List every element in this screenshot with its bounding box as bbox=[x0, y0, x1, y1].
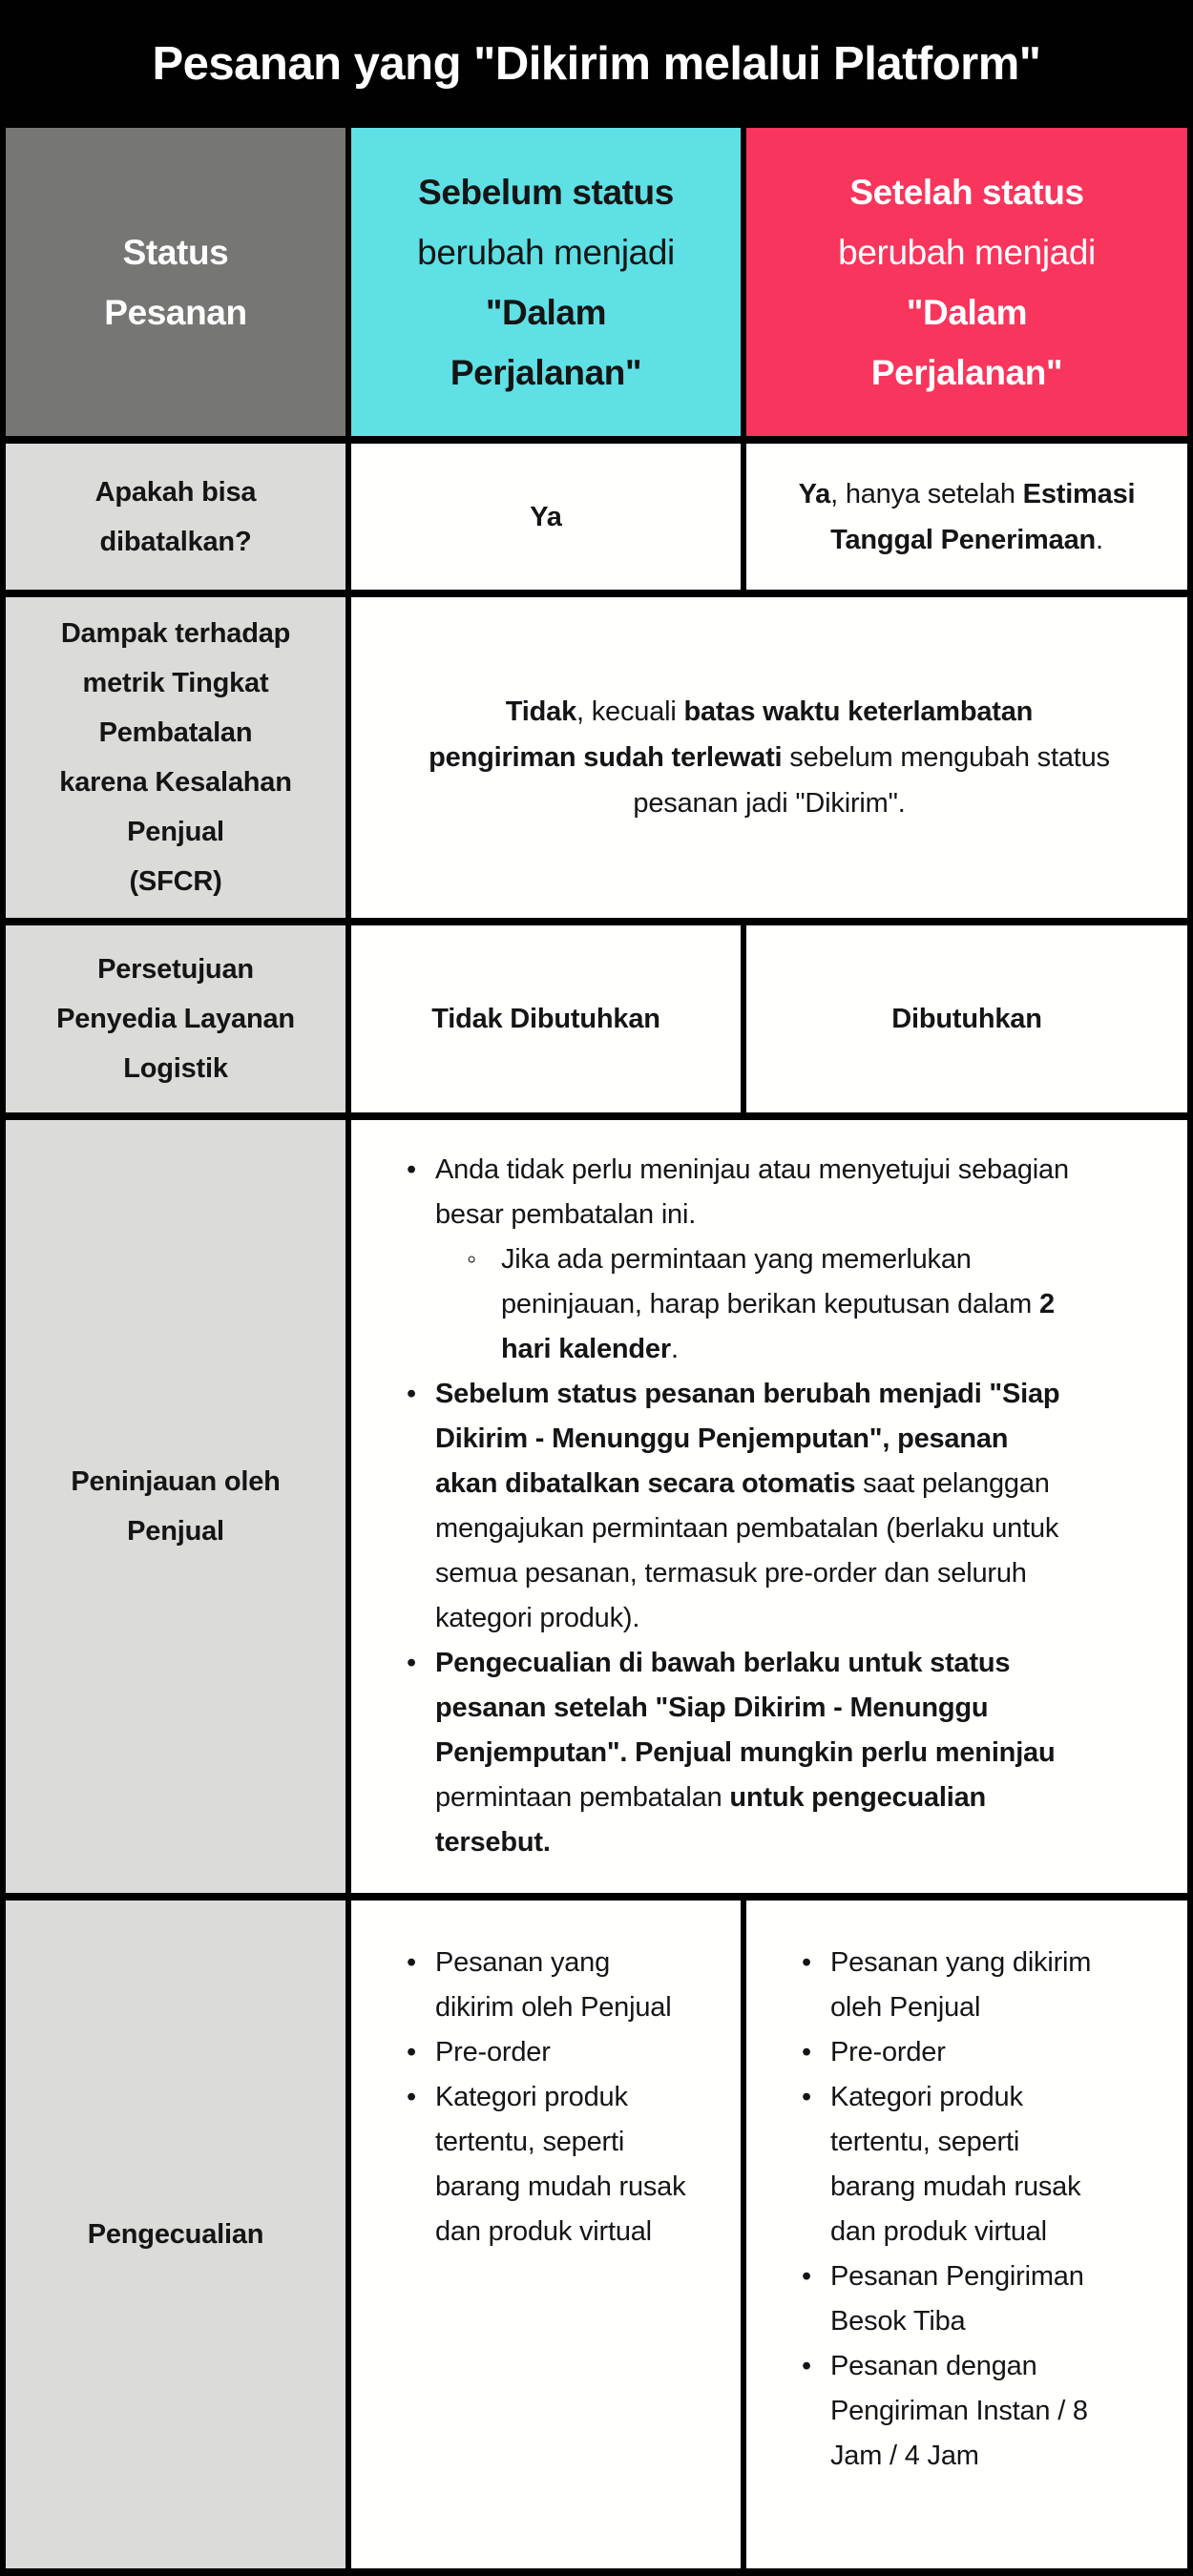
header-text bbox=[351, 162, 741, 403]
text-segment: Perjalanan" bbox=[450, 352, 642, 392]
text-segment: "Dalam bbox=[485, 292, 607, 332]
text-segment: metrik Tingkat bbox=[82, 668, 269, 698]
text-segment: pesanan setelah "Siap Dikirim - Menunggu bbox=[435, 1693, 989, 1723]
text-line bbox=[6, 282, 345, 343]
text-segment: tertentu, seperti bbox=[435, 2127, 625, 2157]
text-segment: Penyedia Layanan bbox=[56, 1004, 295, 1034]
text-segment: dan produk virtual bbox=[830, 2216, 1047, 2247]
text-line bbox=[746, 517, 1187, 563]
text-segment: Ya bbox=[798, 478, 831, 509]
cell-exceptions-before bbox=[351, 1901, 741, 2568]
text-line bbox=[6, 2210, 345, 2259]
text-segment: Status bbox=[122, 232, 229, 272]
text-segment: Jika ada permintaan yang memerlukan bbox=[501, 1244, 972, 1275]
text-segment: Kategori produk bbox=[435, 2082, 628, 2112]
text-line bbox=[351, 689, 1187, 735]
page-title: Pesanan yang "Dikirim melalui Platform" bbox=[152, 38, 1041, 90]
header-cell-status-pesanan bbox=[6, 128, 345, 436]
header-text bbox=[6, 222, 345, 343]
label-text bbox=[6, 609, 345, 906]
text-segment: barang mudah rusak bbox=[435, 2171, 686, 2202]
cell-text bbox=[351, 996, 741, 1042]
text-line bbox=[6, 857, 345, 906]
bullet-list bbox=[351, 1901, 741, 2254]
cell-sfcr-impact-merged bbox=[351, 597, 1187, 918]
text-segment: permintaan pembatalan bbox=[435, 1782, 730, 1813]
cell-text bbox=[351, 494, 741, 540]
text-segment: Pembatalan bbox=[98, 717, 253, 748]
text-segment: saat pelanggan bbox=[855, 1468, 1050, 1499]
cell-text bbox=[746, 471, 1187, 563]
text-line bbox=[6, 467, 345, 517]
text-line bbox=[351, 162, 741, 222]
text-segment: Pesanan yang dikirim bbox=[830, 1947, 1092, 1978]
bullet-item bbox=[351, 2030, 741, 2075]
row-label-logistics-approval bbox=[6, 925, 345, 1112]
bullet-item bbox=[351, 1941, 741, 2030]
cell-logistics-before bbox=[351, 925, 741, 1112]
text-line bbox=[351, 996, 741, 1042]
bullet-item bbox=[746, 2030, 1187, 2075]
text-segment: 2 bbox=[1038, 1289, 1055, 1319]
text-line bbox=[6, 609, 345, 658]
label-text bbox=[6, 467, 345, 567]
text-segment: . bbox=[1096, 524, 1103, 555]
text-segment: hari kalender bbox=[501, 1334, 671, 1364]
row-label-cancelable bbox=[6, 444, 345, 590]
text-segment: Pesanan yang bbox=[435, 1947, 611, 1978]
title-band bbox=[0, 0, 1193, 128]
text-segment: Penjemputan". Penjual mungkin perlu meninjau bbox=[435, 1737, 1056, 1768]
text-segment: batas waktu keterlambatan bbox=[683, 696, 1034, 727]
bullet-item bbox=[746, 2344, 1187, 2479]
text-line bbox=[351, 343, 741, 403]
text-line bbox=[351, 282, 741, 343]
text-line bbox=[6, 1044, 345, 1093]
label-text bbox=[6, 945, 345, 1093]
bullet-item bbox=[746, 1941, 1187, 2030]
header-text bbox=[746, 162, 1187, 403]
text-segment: Ya bbox=[530, 501, 562, 532]
text-line bbox=[351, 222, 741, 282]
text-segment: pengiriman sudah terlewati bbox=[429, 742, 783, 773]
text-segment: Jam / 4 Jam bbox=[830, 2441, 979, 2471]
row-label-seller-review bbox=[6, 1120, 345, 1893]
text-segment: besar pembatalan ini. bbox=[435, 1199, 697, 1230]
text-segment: Apakah bisa bbox=[94, 476, 257, 508]
bullet-list bbox=[351, 1148, 1187, 1865]
text-line bbox=[351, 494, 741, 540]
text-line bbox=[746, 162, 1187, 222]
bullet-item bbox=[351, 2075, 741, 2254]
text-segment: kategori produk). bbox=[435, 1603, 640, 1633]
text-line bbox=[6, 1506, 345, 1556]
text-segment: barang mudah rusak bbox=[830, 2171, 1081, 2202]
text-segment: dibatalkan? bbox=[99, 526, 252, 557]
text-segment: Setelah status bbox=[849, 172, 1084, 212]
text-segment: Pesanan Pengiriman bbox=[830, 2261, 1084, 2292]
header-cell-before-transit bbox=[351, 128, 741, 436]
text-line bbox=[351, 780, 1187, 826]
text-segment: Penjual bbox=[127, 1516, 224, 1547]
row-label-exceptions bbox=[6, 1901, 345, 2568]
text-line bbox=[351, 735, 1187, 780]
cell-text bbox=[351, 689, 1187, 826]
text-segment: semua pesanan, termasuk pre-order dan seluruh bbox=[435, 1558, 1027, 1589]
bullet-item bbox=[746, 2075, 1187, 2254]
text-segment: Dikirim - Menunggu Penjemputan", pesanan bbox=[435, 1423, 1009, 1454]
text-line bbox=[6, 708, 345, 758]
bullet-item bbox=[746, 2254, 1187, 2344]
cell-text bbox=[746, 996, 1187, 1042]
text-segment: mengajukan permintaan pembatalan (berlaku untuk bbox=[435, 1513, 1059, 1544]
text-segment: karena Kesalahan bbox=[59, 767, 292, 798]
text-line bbox=[746, 343, 1187, 403]
cell-exceptions-after bbox=[746, 1901, 1187, 2568]
text-segment: berubah menjadi bbox=[417, 232, 675, 272]
text-segment: sebelum mengubah status bbox=[782, 742, 1110, 773]
text-segment: Pre-order bbox=[830, 2037, 946, 2067]
bullet-item bbox=[351, 1641, 1187, 1865]
bullet-item bbox=[351, 1237, 1187, 1372]
text-line bbox=[6, 945, 345, 994]
text-segment: Pre-order bbox=[435, 2037, 551, 2067]
cell-cancelable-after bbox=[746, 444, 1187, 590]
text-segment: pesanan jadi "Dikirim". bbox=[633, 788, 906, 819]
text-line bbox=[6, 994, 345, 1044]
label-text bbox=[6, 2210, 345, 2259]
text-segment: "Dalam bbox=[906, 292, 1028, 332]
text-segment: Pengiriman Instan / 8 bbox=[830, 2396, 1088, 2426]
text-segment: oleh Penjual bbox=[830, 1992, 981, 2023]
text-segment: Pengecualian bbox=[87, 2219, 264, 2250]
text-line bbox=[746, 282, 1187, 343]
text-segment: Persetujuan bbox=[97, 954, 254, 985]
text-segment: Logistik bbox=[123, 1053, 228, 1084]
order-status-table bbox=[0, 128, 1193, 2576]
text-segment: Penjual bbox=[127, 817, 224, 847]
text-line bbox=[6, 758, 345, 807]
text-line bbox=[6, 807, 345, 857]
bullet-item bbox=[351, 1372, 1187, 1641]
text-segment: Pesanan dengan bbox=[830, 2351, 1037, 2381]
cell-seller-review-merged bbox=[351, 1120, 1187, 1893]
text-line bbox=[746, 996, 1187, 1042]
text-segment: Anda tidak perlu meninjau atau menyetujui sebagian bbox=[435, 1154, 1069, 1185]
bullet-list bbox=[746, 1901, 1187, 2479]
text-segment: dan produk virtual bbox=[435, 2216, 652, 2247]
text-segment: untuk pengecualian bbox=[729, 1782, 987, 1813]
text-segment: peninjauan, harap berikan keputusan dalam bbox=[501, 1289, 1039, 1319]
text-line bbox=[746, 222, 1187, 282]
text-segment: , kecuali bbox=[576, 696, 684, 727]
text-segment: , hanya setelah bbox=[830, 478, 1023, 509]
cell-cancelable-before bbox=[351, 444, 741, 590]
text-segment: Pengecualian di bawah berlaku untuk status bbox=[435, 1648, 1011, 1678]
text-segment: dikirim oleh Penjual bbox=[435, 1992, 672, 2023]
text-segment: Tidak Dibutuhkan bbox=[431, 1004, 660, 1034]
text-segment: Kategori produk bbox=[830, 2082, 1023, 2112]
text-line bbox=[746, 471, 1187, 517]
text-segment: Tidak bbox=[505, 696, 577, 727]
text-segment: tersebut. bbox=[435, 1827, 551, 1858]
text-line bbox=[6, 658, 345, 708]
text-segment: berubah menjadi bbox=[838, 232, 1096, 272]
text-line bbox=[6, 1457, 345, 1506]
row-label-sfcr-impact bbox=[6, 597, 345, 918]
label-text bbox=[6, 1457, 345, 1556]
text-segment: Dampak terhadap bbox=[60, 618, 291, 649]
text-segment: . bbox=[670, 1334, 679, 1364]
cell-logistics-after bbox=[746, 925, 1187, 1112]
text-segment: Estimasi bbox=[1022, 478, 1136, 509]
text-segment: Besok Tiba bbox=[830, 2306, 966, 2337]
text-segment: (SFCR) bbox=[129, 866, 222, 897]
header-cell-after-transit bbox=[746, 128, 1187, 436]
bullet-item bbox=[351, 1148, 1187, 1237]
text-segment: Sebelum status pesanan berubah menjadi "Siap bbox=[435, 1379, 1060, 1409]
text-segment: tertentu, seperti bbox=[830, 2127, 1020, 2157]
text-line bbox=[6, 517, 345, 567]
text-line bbox=[6, 222, 345, 282]
text-segment: Sebelum status bbox=[418, 172, 674, 212]
text-segment: Perjalanan" bbox=[870, 352, 1063, 392]
text-segment: akan dibatalkan secara otomatis bbox=[435, 1468, 856, 1499]
text-segment: Dibutuhkan bbox=[891, 1004, 1042, 1034]
text-segment: Pesanan bbox=[104, 292, 247, 332]
text-segment: Peninjauan oleh bbox=[71, 1466, 281, 1497]
text-segment: Tanggal Penerimaan bbox=[830, 524, 1097, 555]
